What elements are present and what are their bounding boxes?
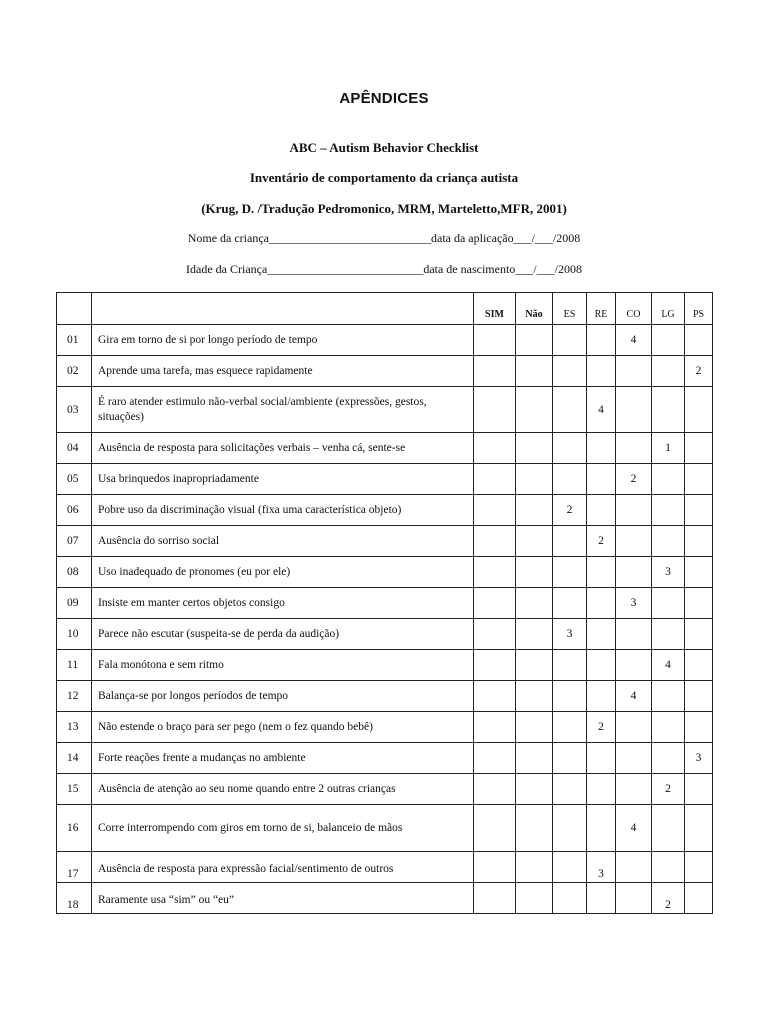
table-row: [57, 619, 713, 650]
score-cell-lg: 2: [652, 883, 685, 914]
score-cell-lg: [652, 805, 685, 852]
item-number: 01: [57, 325, 92, 356]
score-cell-ps: [685, 557, 713, 588]
score-cell-re: [587, 433, 616, 464]
checklist-subtitle: Inventário de comportamento da criança autista: [249, 170, 519, 185]
score-cell-re: [587, 650, 616, 681]
score-cell-re: [587, 883, 616, 914]
score-cell-es: [553, 650, 587, 681]
score-cell-sim: [474, 464, 516, 495]
score-cell-re: 2: [587, 712, 616, 743]
score-cell-sim: [474, 883, 516, 914]
item-description: Ausência do sorriso social: [92, 526, 474, 557]
item-description: Não estende o braço para ser pego (nem o fez quando bebê): [92, 712, 474, 743]
score-cell-ps: [685, 883, 713, 914]
score-cell-ps: [685, 387, 713, 433]
score-cell-lg: [652, 356, 685, 387]
score-cell-ps: [685, 681, 713, 712]
checklist-citation: (Krug, D. /Tradução Pedromonico, MRM, Marteletto,MFR, 2001): [201, 201, 567, 216]
score-cell-co: [616, 712, 652, 743]
score-cell-não: [516, 325, 553, 356]
item-number: 18: [57, 883, 92, 914]
score-cell-não: [516, 805, 553, 852]
item-number: 02: [57, 356, 92, 387]
score-cell-co: 4: [616, 681, 652, 712]
score-cell-ps: [685, 712, 713, 743]
score-cell-lg: [652, 387, 685, 433]
score-cell-re: [587, 774, 616, 805]
score-cell-co: [616, 883, 652, 914]
header-re: RE: [587, 293, 616, 325]
score-cell-co: [616, 387, 652, 433]
score-cell-co: 4: [616, 805, 652, 852]
score-cell-lg: [652, 619, 685, 650]
score-cell-es: [553, 557, 587, 588]
item-number: 11: [57, 650, 92, 681]
score-cell-ps: [685, 433, 713, 464]
score-cell-ps: [685, 495, 713, 526]
score-cell-co: [616, 526, 652, 557]
score-cell-não: [516, 464, 553, 495]
score-cell-re: [587, 356, 616, 387]
score-cell-ps: [685, 588, 713, 619]
score-cell-não: [516, 433, 553, 464]
table-row: [57, 774, 713, 805]
score-cell-sim: [474, 325, 516, 356]
item-description: Raramente usa “sim” ou “eu”: [92, 883, 474, 914]
item-description: É raro atender estimulo não-verbal social/ambiente (expressões, gestos, situações): [92, 387, 474, 433]
score-cell-co: 3: [616, 588, 652, 619]
item-description: Aprende uma tarefa, mas esquece rapidamente: [92, 356, 474, 387]
item-description: Parece não escutar (suspeita-se de perda da audição): [92, 619, 474, 650]
item-description: Gira em torno de si por longo período de tempo: [92, 325, 474, 356]
score-cell-co: [616, 495, 652, 526]
table-row: [57, 743, 713, 774]
item-description: Insiste em manter certos objetos consigo: [92, 588, 474, 619]
score-cell-sim: [474, 852, 516, 883]
score-cell-ps: [685, 464, 713, 495]
header-co: CO: [616, 293, 652, 325]
score-cell-sim: [474, 681, 516, 712]
table-row: [57, 464, 713, 495]
header-num-cell: [57, 293, 92, 325]
item-number: 10: [57, 619, 92, 650]
score-cell-re: [587, 681, 616, 712]
score-cell-lg: [652, 681, 685, 712]
score-cell-não: [516, 681, 553, 712]
score-cell-es: [553, 712, 587, 743]
item-description: Uso inadequado de pronomes (eu por ele): [92, 557, 474, 588]
item-description: Fala monótona e sem ritmo: [92, 650, 474, 681]
score-cell-es: 3: [553, 619, 587, 650]
score-cell-es: [553, 743, 587, 774]
score-cell-ps: 2: [685, 356, 713, 387]
item-number: 16: [57, 805, 92, 852]
score-cell-es: [553, 774, 587, 805]
table-row: [57, 433, 713, 464]
score-cell-sim: [474, 743, 516, 774]
table-row: [57, 387, 713, 433]
table-row: [57, 526, 713, 557]
score-cell-ps: [685, 852, 713, 883]
table-row: [57, 650, 713, 681]
score-cell-co: 2: [616, 464, 652, 495]
score-cell-es: [553, 588, 587, 619]
score-cell-não: [516, 557, 553, 588]
item-description: Corre interrompendo com giros em torno de si, balanceio de mãos: [92, 805, 474, 852]
header-desc-cell: [92, 293, 474, 325]
score-cell-co: [616, 852, 652, 883]
score-cell-sim: [474, 774, 516, 805]
score-cell-lg: [652, 588, 685, 619]
table-header-row: [57, 293, 713, 325]
score-cell-sim: [474, 433, 516, 464]
score-cell-lg: [652, 743, 685, 774]
score-cell-co: [616, 743, 652, 774]
score-cell-não: [516, 650, 553, 681]
score-cell-sim: [474, 805, 516, 852]
score-cell-es: [553, 805, 587, 852]
item-description: Ausência de atenção ao seu nome quando entre 2 outras crianças: [92, 774, 474, 805]
score-cell-es: [553, 852, 587, 883]
item-number: 08: [57, 557, 92, 588]
score-cell-es: [553, 464, 587, 495]
header-sim: SIM: [474, 293, 516, 325]
score-cell-lg: 2: [652, 774, 685, 805]
score-cell-não: [516, 526, 553, 557]
table-row: [57, 325, 713, 356]
score-cell-co: 4: [616, 325, 652, 356]
score-cell-re: [587, 557, 616, 588]
table-row: [57, 712, 713, 743]
score-cell-re: [587, 495, 616, 526]
table-row: [57, 356, 713, 387]
item-number: 05: [57, 464, 92, 495]
item-number: 15: [57, 774, 92, 805]
score-cell-ps: [685, 325, 713, 356]
checklist-title: ABC – Autism Behavior Checklist: [289, 140, 479, 155]
score-cell-ps: [685, 805, 713, 852]
table-row: [57, 805, 713, 852]
score-cell-lg: 1: [652, 433, 685, 464]
score-cell-sim: [474, 557, 516, 588]
score-cell-sim: [474, 387, 516, 433]
item-description: Forte reações frente a mudanças no ambiente: [92, 743, 474, 774]
score-cell-lg: [652, 325, 685, 356]
form-line-name-date: Nome da criança___________________________data da aplicação___/___/2008: [187, 231, 581, 245]
table-row: [57, 883, 713, 914]
score-cell-não: [516, 356, 553, 387]
item-description: Usa brinquedos inapropriadamente: [92, 464, 474, 495]
header-ps: PS: [685, 293, 713, 325]
table-row: [57, 557, 713, 588]
score-cell-sim: [474, 495, 516, 526]
score-cell-re: [587, 805, 616, 852]
score-cell-ps: [685, 526, 713, 557]
score-cell-lg: 4: [652, 650, 685, 681]
score-cell-es: 2: [553, 495, 587, 526]
score-cell-re: [587, 619, 616, 650]
item-description: Balança-se por longos períodos de tempo: [92, 681, 474, 712]
header-es: ES: [553, 293, 587, 325]
score-cell-sim: [474, 526, 516, 557]
score-cell-re: 3: [587, 852, 616, 883]
item-number: 14: [57, 743, 92, 774]
score-cell-ps: 3: [685, 743, 713, 774]
form-line-age-birth: Idade da Criança__________________________data de nascimento___/___/2008: [186, 262, 582, 276]
score-cell-es: [553, 325, 587, 356]
score-cell-lg: [652, 712, 685, 743]
score-cell-co: [616, 650, 652, 681]
table-row: [57, 495, 713, 526]
score-cell-es: [553, 356, 587, 387]
score-cell-lg: 3: [652, 557, 685, 588]
score-cell-re: [587, 325, 616, 356]
header-lg: LG: [652, 293, 685, 325]
score-cell-ps: [685, 774, 713, 805]
score-cell-re: [587, 588, 616, 619]
score-cell-es: [553, 433, 587, 464]
table-row: [57, 852, 713, 883]
score-cell-sim: [474, 356, 516, 387]
item-number: 07: [57, 526, 92, 557]
score-cell-es: [553, 883, 587, 914]
score-cell-não: [516, 588, 553, 619]
score-cell-re: [587, 743, 616, 774]
score-cell-lg: [652, 852, 685, 883]
score-cell-não: [516, 712, 553, 743]
score-cell-sim: [474, 619, 516, 650]
score-cell-lg: [652, 526, 685, 557]
item-number: 17: [57, 852, 92, 883]
score-cell-es: [553, 387, 587, 433]
score-cell-não: [516, 387, 553, 433]
score-cell-sim: [474, 712, 516, 743]
item-description: Pobre uso da discriminação visual (fixa uma característica objeto): [92, 495, 474, 526]
score-cell-não: [516, 774, 553, 805]
checklist-table: [56, 292, 713, 914]
score-cell-não: [516, 852, 553, 883]
score-cell-sim: [474, 650, 516, 681]
score-cell-re: 4: [587, 387, 616, 433]
score-cell-co: [616, 774, 652, 805]
score-cell-não: [516, 883, 553, 914]
item-number: 09: [57, 588, 92, 619]
score-cell-co: [616, 433, 652, 464]
item-description: Ausência de resposta para solicitações verbais – venha cá, sente-se: [92, 433, 474, 464]
table-row: [57, 588, 713, 619]
item-number: 03: [57, 387, 92, 433]
item-number: 13: [57, 712, 92, 743]
score-cell-re: [587, 464, 616, 495]
score-cell-sim: [474, 588, 516, 619]
score-cell-não: [516, 743, 553, 774]
score-cell-co: [616, 557, 652, 588]
item-number: 04: [57, 433, 92, 464]
header-nao: Não: [516, 293, 553, 325]
score-cell-ps: [685, 619, 713, 650]
table-row: [57, 681, 713, 712]
score-cell-ps: [685, 650, 713, 681]
score-cell-co: [616, 356, 652, 387]
score-cell-es: [553, 526, 587, 557]
item-description: Ausência de resposta para expressão facial/sentimento de outros: [92, 852, 474, 883]
score-cell-não: [516, 619, 553, 650]
item-number: 12: [57, 681, 92, 712]
item-number: 06: [57, 495, 92, 526]
score-cell-es: [553, 681, 587, 712]
score-cell-não: [516, 495, 553, 526]
score-cell-lg: [652, 495, 685, 526]
score-cell-co: [616, 619, 652, 650]
score-cell-lg: [652, 464, 685, 495]
page-title: APÊNDICES: [339, 90, 429, 107]
score-cell-re: 2: [587, 526, 616, 557]
